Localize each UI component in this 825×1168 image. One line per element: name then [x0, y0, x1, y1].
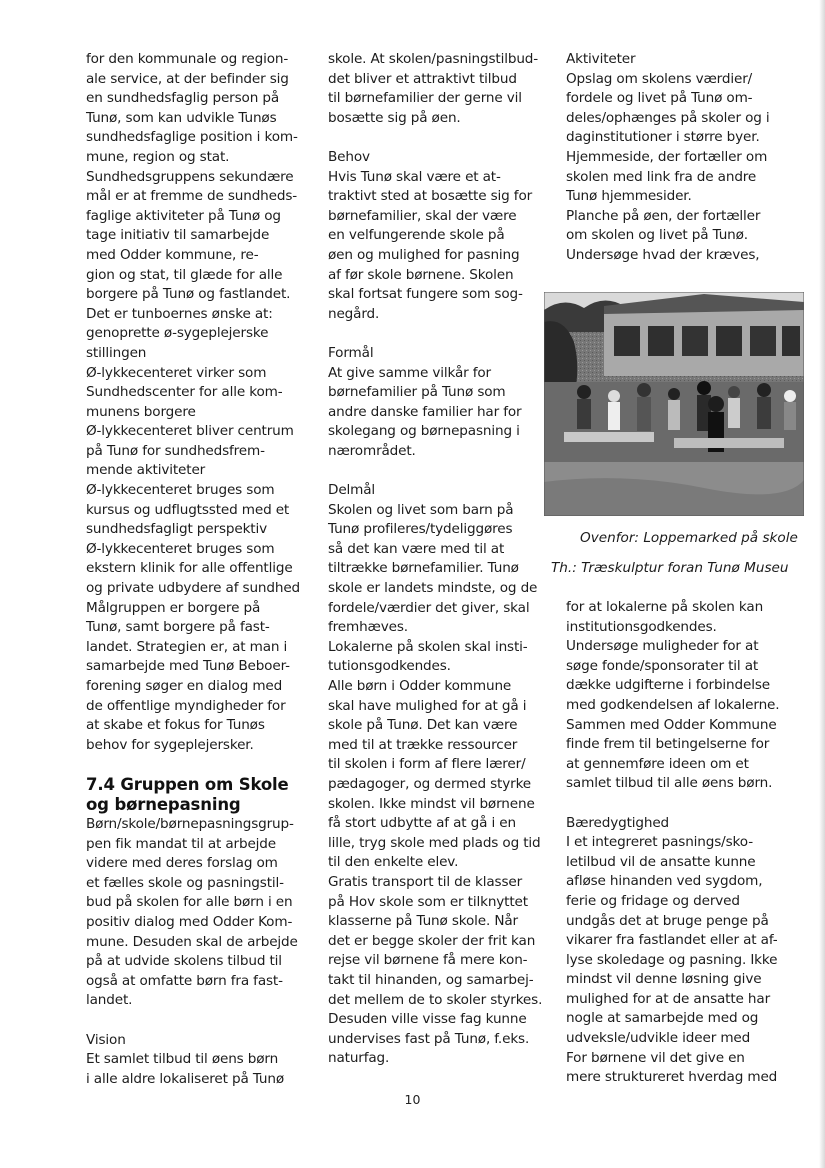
- text-line: videre med deres forslag om: [86, 855, 278, 872]
- text-line: dække udgifterne i forbindelse: [566, 677, 770, 694]
- text-line: skole er landets mindste, og de: [328, 580, 538, 597]
- text-line: bud på skolen for alle børn i en: [86, 894, 293, 911]
- text-line: Tunø, som kan udvikle Tunøs: [86, 109, 277, 126]
- baeredygtighed-title: Bæredygtighed: [566, 814, 670, 831]
- text-line: ekstern klinik for alle offentlige: [86, 560, 293, 577]
- text-line: traktivt sted at bosætte sig for: [328, 188, 533, 205]
- text-line: undgås det at bruge penge på: [566, 912, 769, 929]
- text-line: skolen med link fra de andre: [566, 168, 757, 185]
- text-line: landet.: [86, 992, 133, 1009]
- text-line: det mellem de to skoler styrkes.: [328, 991, 543, 1008]
- aktiviteter-text: [566, 70, 811, 266]
- text-line: undervises fast på Tunø, f.eks.: [328, 1030, 530, 1047]
- text-line: sundhedsfaglige position i kom-: [86, 129, 298, 146]
- text-line: I et integreret pasnings/sko-: [566, 834, 753, 851]
- text-line: ale service, at der befinder sig: [86, 70, 289, 87]
- text-line: Ø-lykkecenteret bruges som: [86, 482, 275, 499]
- text-line: nogle at samarbejde med og: [566, 1010, 759, 1027]
- text-line: Desuden ville visse fag kunne: [328, 1011, 527, 1028]
- text-line: tutionsgodkendes.: [328, 658, 451, 675]
- text-line: pædagoger, og dermed styrke: [328, 775, 532, 792]
- section-heading-line2: og børnepasning: [86, 794, 241, 814]
- column-3-top: [566, 50, 811, 266]
- text-line: For børnene vil det give en: [566, 1049, 745, 1066]
- text-line: på Tunø for sundhedsfrem-: [86, 442, 265, 459]
- page-number: 10: [404, 1092, 421, 1107]
- text-line: Ø-lykkecenteret bruges som: [86, 540, 275, 557]
- text-line: pen fik mandat til at arbejde: [86, 835, 276, 852]
- text-line: Gratis transport til de klasser: [328, 873, 523, 890]
- text-line: letilbud vil de ansatte kunne: [566, 853, 756, 870]
- text-line: fremhæves.: [328, 619, 408, 636]
- school-group-intro: [86, 815, 316, 1011]
- text-line: mere struktureret hverdag med: [566, 1069, 778, 1086]
- vision-text: [86, 1050, 316, 1089]
- text-line: mune, region og stat.: [86, 148, 230, 165]
- text-line: afløse hinanden ved sygdom,: [566, 873, 763, 890]
- text-line: At give samme vilkår for: [328, 364, 491, 381]
- delmaal-text: [328, 501, 550, 1069]
- photo-caption-right: Th.: Træskulptur foran Tunø Museu: [551, 560, 789, 576]
- text-line: Undersøge hvad der kræves,: [566, 246, 760, 263]
- text-line: også at omfatte børn fra fast-: [86, 972, 283, 989]
- text-line: borgere på Tunø og fastlandet.: [86, 286, 291, 303]
- text-line: et fælles skole og pasningstil-: [86, 874, 284, 891]
- text-line: Alle børn i Odder kommune: [328, 678, 512, 694]
- text-line: fordele/værdier det giver, skal: [328, 599, 530, 616]
- text-line: Opslag om skolens værdier/: [566, 70, 753, 87]
- text-line: søge fonde/sponsorater til at: [566, 657, 759, 674]
- text-line: at skabe et fokus for Tunøs: [86, 717, 265, 734]
- photo-caption-above: Ovenfor: Loppemarked på skole: [580, 530, 798, 546]
- text-line: med godkendelsen af lokalerne.: [566, 696, 780, 713]
- text-line: skolen. Ikke mindst vil børnene: [328, 795, 535, 812]
- text-line: skole. At skolen/pasningstilbud-: [328, 51, 539, 67]
- text-line: Tunø hjemmesider.: [566, 188, 692, 205]
- text-line: Det er tunboernes ønske at:: [86, 305, 273, 322]
- text-line: mindst vil denne løsning give: [566, 971, 762, 988]
- text-line: det bliver et attraktivt tilbud: [328, 70, 517, 87]
- text-line: skal have mulighed for at gå i: [328, 697, 527, 714]
- text-line: sundhedsfagligt perspektiv: [86, 521, 267, 538]
- aktiviteter-title: Aktiviteter: [566, 51, 636, 67]
- text-line: Et samlet tilbud til øens børn: [86, 1051, 279, 1068]
- text-line: børnefamilier på Tunø som: [328, 384, 506, 401]
- formaal-text: [328, 364, 550, 462]
- text-line: i alle aldre lokaliseret på Tunø: [86, 1070, 285, 1087]
- text-line: at gennemføre ideen om et: [566, 755, 749, 772]
- text-line: få stort udbytte af at gå i en: [328, 815, 516, 832]
- text-line: mål er at fremme de sundheds-: [86, 188, 298, 205]
- delmaal-title: Delmål: [328, 482, 376, 499]
- text-line: de offentlige myndigheder for: [86, 697, 286, 714]
- text-line: og private udbydere af sundhed: [86, 580, 301, 597]
- text-line: genoprette ø-sygeplejerske: [86, 325, 269, 342]
- text-line: om skolen og livet på Tunø.: [566, 227, 748, 244]
- text-line: Undersøge muligheder for at: [566, 638, 759, 655]
- text-line: til børnefamilier der gerne vil: [328, 90, 522, 107]
- text-line: en sundhedsfaglig person på: [86, 90, 280, 107]
- text-line: naturfag.: [328, 1050, 390, 1067]
- text-line: med Odder kommune, re-: [86, 246, 259, 263]
- text-line: til skolen i form af flere lærer/: [328, 756, 526, 773]
- column-3-bottom: [566, 598, 811, 1088]
- text-line: landet. Strategien er, at man i: [86, 638, 288, 655]
- text-line: Sundhedscenter for alle kom-: [86, 384, 283, 401]
- text-line: skole på Tunø. Det kan være: [328, 717, 518, 734]
- text-line: institutionsgodkendes.: [566, 618, 717, 635]
- text-line: Skolen og livet som barn på: [328, 501, 514, 518]
- text-line: Hvis Tunø skal være et at-: [328, 168, 501, 185]
- text-line: Lokalerne på skolen skal insti-: [328, 638, 528, 655]
- text-line: negård.: [328, 305, 380, 322]
- text-line: så det kan være med til at: [328, 540, 505, 557]
- text-line: skal fortsat fungere som sog-: [328, 286, 523, 303]
- text-line: Sundhedsgruppens sekundære: [86, 168, 294, 185]
- text-line: fordele og livet på Tunø om-: [566, 90, 753, 107]
- text-line: forening søger en dialog med: [86, 678, 283, 694]
- text-line: med til at trække ressourcer: [328, 736, 518, 753]
- text-line: finde frem til betingelserne for: [566, 736, 770, 753]
- text-line: af før skole børnene. Skolen: [328, 266, 514, 283]
- text-line: Tunø, samt borgere på fast-: [86, 619, 270, 636]
- text-line: stillingen: [86, 344, 147, 361]
- formaal-title: Formål: [328, 344, 374, 361]
- text-line: udveksle/udvikle ideer med: [566, 1030, 751, 1047]
- text-line: takt til hinanden, og samarbej-: [328, 971, 534, 988]
- text-line: ferie og fridage og derved: [566, 892, 740, 909]
- text-line: børnefamilier, skal der være: [328, 207, 517, 224]
- vision-continued-text: [328, 50, 550, 128]
- column-2: [328, 50, 550, 1069]
- text-line: til den enkelte elev.: [328, 854, 459, 871]
- section-heading: 7.4 Gruppen om Skole: [86, 774, 289, 794]
- text-line: positiv dialog med Odder Kom-: [86, 913, 293, 930]
- text-line: skolegang og børnepasning i: [328, 423, 520, 440]
- health-group-text: [86, 50, 316, 755]
- behov-text: [328, 168, 550, 325]
- text-line: mulighed for at de ansatte har: [566, 990, 771, 1007]
- text-line: behov for sygeplejersker.: [86, 736, 254, 753]
- text-line: andre danske familier har for: [328, 403, 522, 420]
- text-line: Målgruppen er borgere på: [86, 599, 261, 616]
- text-line: mende aktiviteter: [86, 462, 206, 479]
- text-line: en velfungerende skole på: [328, 227, 505, 244]
- aktiviteter-continued-text: [566, 598, 811, 794]
- text-line: det er begge skoler der frit kan: [328, 932, 536, 949]
- text-line: deles/ophænges på skoler og i: [566, 109, 770, 126]
- text-line: munens borgere: [86, 403, 196, 420]
- text-line: bosætte sig på øen.: [328, 109, 461, 126]
- column-1: [86, 50, 316, 1089]
- baeredygtighed-text: [566, 833, 811, 1088]
- text-line: gion og stat, til glæde for alle: [86, 266, 283, 283]
- text-line: Sammen med Odder Kommune: [566, 716, 777, 733]
- text-line: Tunø profileres/tydeliggøres: [328, 521, 513, 538]
- text-line: samarbejde med Tunø Beboer-: [86, 658, 290, 675]
- text-line: samlet tilbud til alle øens børn.: [566, 775, 773, 792]
- text-line: Hjemmeside, der fortæller om: [566, 148, 768, 165]
- text-line: daginstitutioner i større byer.: [566, 129, 760, 146]
- text-line: rejse vil børnene få mere kon-: [328, 952, 528, 969]
- flea-market-photo-illustration: [544, 292, 804, 516]
- text-line: lyse skoledage og pasning. Ikke: [566, 951, 778, 968]
- text-line: tiltrække børnefamilier. Tunø: [328, 560, 519, 577]
- vision-title: Vision: [86, 1031, 126, 1048]
- text-line: Børn/skole/børnepasningsgrup-: [86, 815, 294, 832]
- text-line: Planche på øen, der fortæller: [566, 207, 761, 224]
- text-line: mune. Desuden skal de arbejde: [86, 933, 298, 950]
- text-line: på Hov skole som er tilknyttet: [328, 893, 528, 910]
- text-line: nærområdet.: [328, 442, 416, 459]
- text-line: tage initiativ til samarbejde: [86, 227, 270, 244]
- text-line: kursus og udflugtssted med et: [86, 501, 290, 518]
- text-line: faglige aktiviteter på Tunø og: [86, 207, 281, 224]
- behov-title: Behov: [328, 148, 370, 165]
- text-line: på at udvide skolens tilbud til: [86, 953, 282, 970]
- text-line: Ø-lykkecenteret virker som: [86, 364, 267, 381]
- text-line: lille, tryg skole med plads og tid: [328, 834, 541, 851]
- text-line: vikarer fra fastlandet eller at af-: [566, 932, 778, 949]
- text-line: for at lokalerne på skolen kan: [566, 599, 764, 615]
- text-line: Ø-lykkecenteret bliver centrum: [86, 423, 294, 440]
- text-line: klasserne på Tunø skole. Når: [328, 913, 519, 930]
- text-line: øen og mulighed for pasning: [328, 246, 520, 263]
- text-line: for den kommunale og region-: [86, 51, 289, 67]
- page-edge-shadow: [819, 0, 825, 1168]
- flea-market-photo: [544, 292, 804, 516]
